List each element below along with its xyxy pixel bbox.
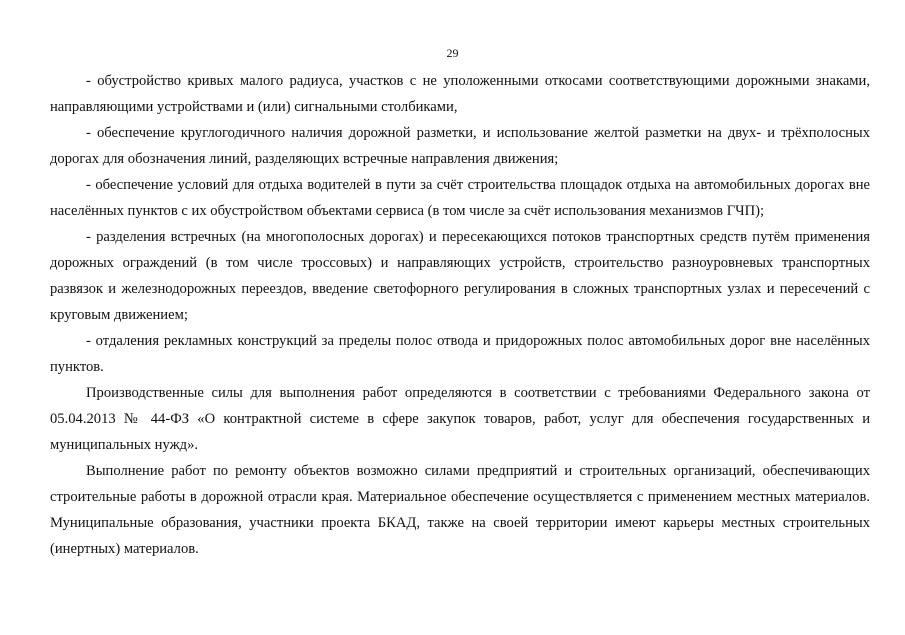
- page-number: 29: [446, 46, 459, 60]
- bullet-item: - обустройство кривых малого радиуса, участков с не уположенными откосами соответствующими дорожными знаками, направляющими устройствами и (или) сигнальными столбиками,: [50, 73, 870, 115]
- bullet-item: - обеспечение круглогодичного наличия дорожной разметки, и использование желтой разметки на двух- и трёхполосных дорогах для обозначения линий, разделяющих встречные направления движения;: [50, 125, 870, 167]
- bullet-item: - обеспечение условий для отдыха водителей в пути за счёт строительства площадок отдыха на автомобильных дорогах вне населённых пунктов с их обустройством объектами сервиса (в том числе за счёт использования механизмов ГЧП);: [50, 177, 870, 219]
- document-body: [50, 68, 870, 562]
- bullet-item: - отдаления рекламных конструкций за пределы полос отвода и придорожных полос автомобильных дорог вне населённых пунктов.: [50, 333, 870, 375]
- body-paragraph: Производственные силы для выполнения работ определяются в соответствии с требованиями Федерального закона от 05.04.2013 № 44-ФЗ «О контрактной системе в сфере закупок товаров, работ, услуг для обеспечения государственных и муниципальных нужд».: [50, 385, 870, 453]
- body-paragraph: Выполнение работ по ремонту объектов возможно силами предприятий и строительных организаций, обеспечивающих строительные работы в дорожной отрасли края. Материальное обеспечение осуществляется с применением местных материалов. Муниципальные образования, участники проекта БКАД, также на своей территории имеют карьеры местных строительных (инертных) материалов.: [50, 463, 870, 557]
- bullet-item: - разделения встречных (на многополосных дорогах) и пересекающихся потоков транспортных средств путём применения дорожных ограждений (в том числе тросcовых) и направляющих устройств, строительство разноуровневых транспортных развязок и железнодорожных переездов, введение светофорного регулирования в сложных транспортных узлах и пересечений с круговым движением;: [50, 229, 870, 323]
